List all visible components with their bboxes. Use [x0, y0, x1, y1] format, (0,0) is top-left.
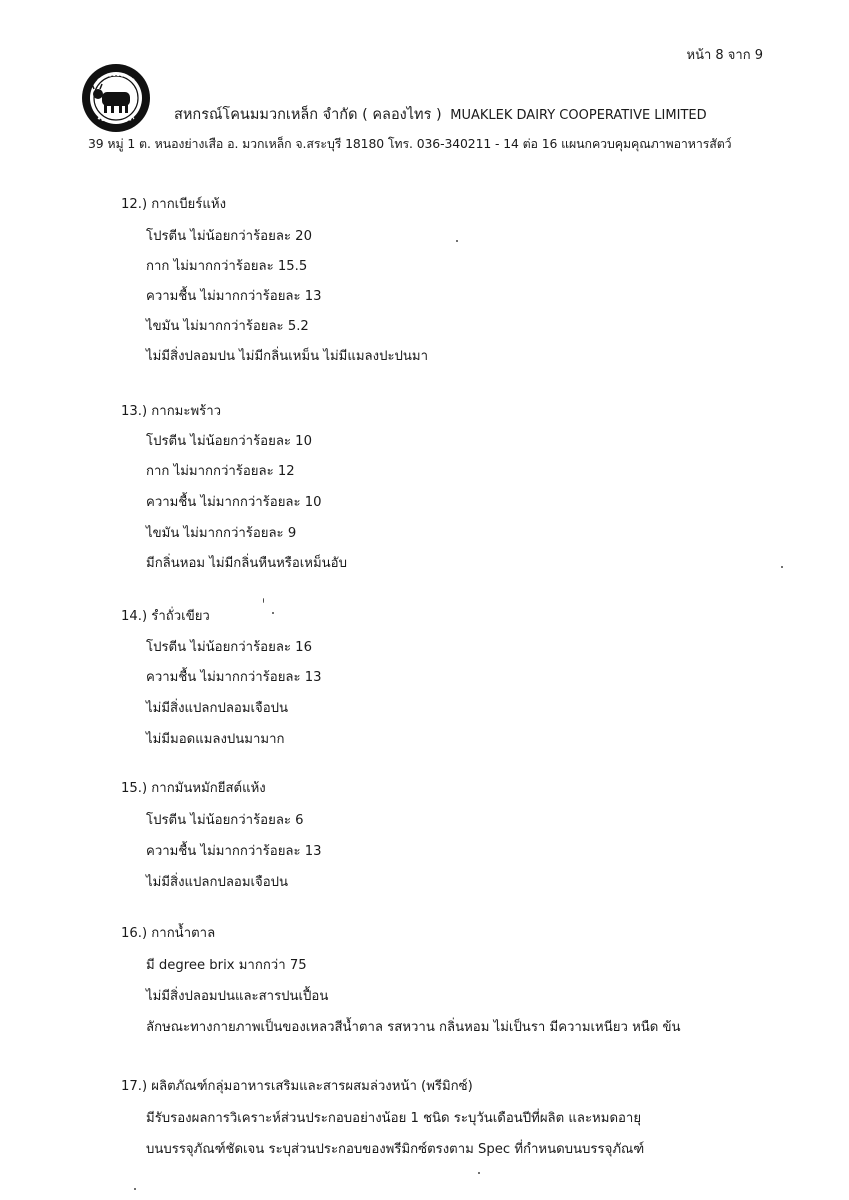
section-title: 13.) กากมะพร้าว: [121, 404, 222, 419]
scan-speck: [456, 240, 458, 242]
cooperative-seal-icon: [80, 62, 152, 134]
organization-name-thai: สหกรณ์โคนมมวกเหล็ก จำกัด ( คลองไทร ): [174, 107, 442, 123]
organization-name-english: MUAKLEK DAIRY COOPERATIVE LIMITED: [450, 108, 707, 123]
scan-speck: [781, 566, 783, 568]
spec-item: ไม่มีมอดแมลงปนมามาก: [146, 732, 285, 747]
page-number: หน้า 8 จาก 9: [686, 48, 763, 63]
section-title: 15.) กากมันหมักยีสต์แห้ง: [121, 781, 266, 796]
organization-address: 39 หมู่ 1 ต. หนองย่างเสือ อ. มวกเหล็ก จ.สระบุรี 18180 โทร. 036-340211 - 14 ต่อ 16 แผนกควบคุมคุณภาพอาหารสัตว์: [88, 136, 732, 151]
section-title: 14.) รำถั่วเขียว: [121, 609, 210, 624]
scan-speck: [272, 612, 274, 614]
spec-item: ไขมัน ไม่มากกว่าร้อยละ 5.2: [146, 319, 309, 334]
spec-item: บนบรรจุภัณฑ์ชัดเจน ระบุส่วนประกอบของพรีมิกซ์ตรงตาม Spec ที่กำหนดบนบรรจุภัณฑ์: [146, 1142, 645, 1157]
spec-item: โปรตีน ไม่น้อยกว่าร้อยละ 6: [146, 813, 304, 828]
spec-item: มี degree brix มากกว่า 75: [146, 958, 307, 973]
spec-item: กาก ไม่มากกว่าร้อยละ 12: [146, 464, 295, 479]
organization-name: [174, 103, 707, 126]
scan-speck: [263, 598, 264, 603]
spec-item: ความชื้น ไม่มากกว่าร้อยละ 13: [146, 844, 322, 859]
spec-item: โปรตีน ไม่น้อยกว่าร้อยละ 10: [146, 434, 312, 449]
spec-item: ไม่มีสิ่งแปลกปลอมเจือปน: [146, 701, 289, 716]
spec-item: ไขมัน ไม่มากกว่าร้อยละ 9: [146, 526, 297, 541]
spec-item: กาก ไม่มากกว่าร้อยละ 15.5: [146, 259, 308, 274]
scan-speck: [478, 1172, 480, 1174]
spec-item: ไม่มีสิ่งปลอมปน ไม่มีกลิ่นเหม็น ไม่มีแมลงปะปนมา: [146, 349, 429, 364]
spec-item: ลักษณะทางกายภาพเป็นของเหลวสีน้ำตาล รสหวาน กลิ่นหอม ไม่เป็นรา มีความเหนียว หนืด ข้น: [146, 1020, 681, 1035]
section-title: 17.) ผลิตภัณฑ์กลุ่มอาหารเสริมและสารผสมล่วงหน้า (พรีมิกซ์): [121, 1079, 473, 1094]
spec-item: มีรับรองผลการวิเคราะห์ส่วนประกอบอย่างน้อย 1 ชนิด ระบุวันเดือนปีที่ผลิต และหมดอายุ: [146, 1111, 642, 1126]
scan-speck: [134, 1188, 136, 1190]
spec-item: โปรตีน ไม่น้อยกว่าร้อยละ 20: [146, 229, 312, 244]
spec-item: ความชื้น ไม่มากกว่าร้อยละ 13: [146, 289, 322, 304]
spec-item: โปรตีน ไม่น้อยกว่าร้อยละ 16: [146, 640, 312, 655]
spec-item: มีกลิ่นหอม ไม่มีกลิ่นหืนหรือเหม็นอับ: [146, 556, 347, 571]
spec-item: ไม่มีสิ่งปลอมปนและสารปนเปื้อน: [146, 989, 329, 1004]
section-title: 16.) กากน้ำตาล: [121, 926, 216, 941]
spec-item: ไม่มีสิ่งแปลกปลอมเจือปน: [146, 875, 289, 890]
section-title: 12.) กากเบียร์แห้ง: [121, 197, 227, 212]
spec-item: ความชื้น ไม่มากกว่าร้อยละ 10: [146, 495, 322, 510]
spec-item: ความชื้น ไม่มากกว่าร้อยละ 13: [146, 670, 322, 685]
